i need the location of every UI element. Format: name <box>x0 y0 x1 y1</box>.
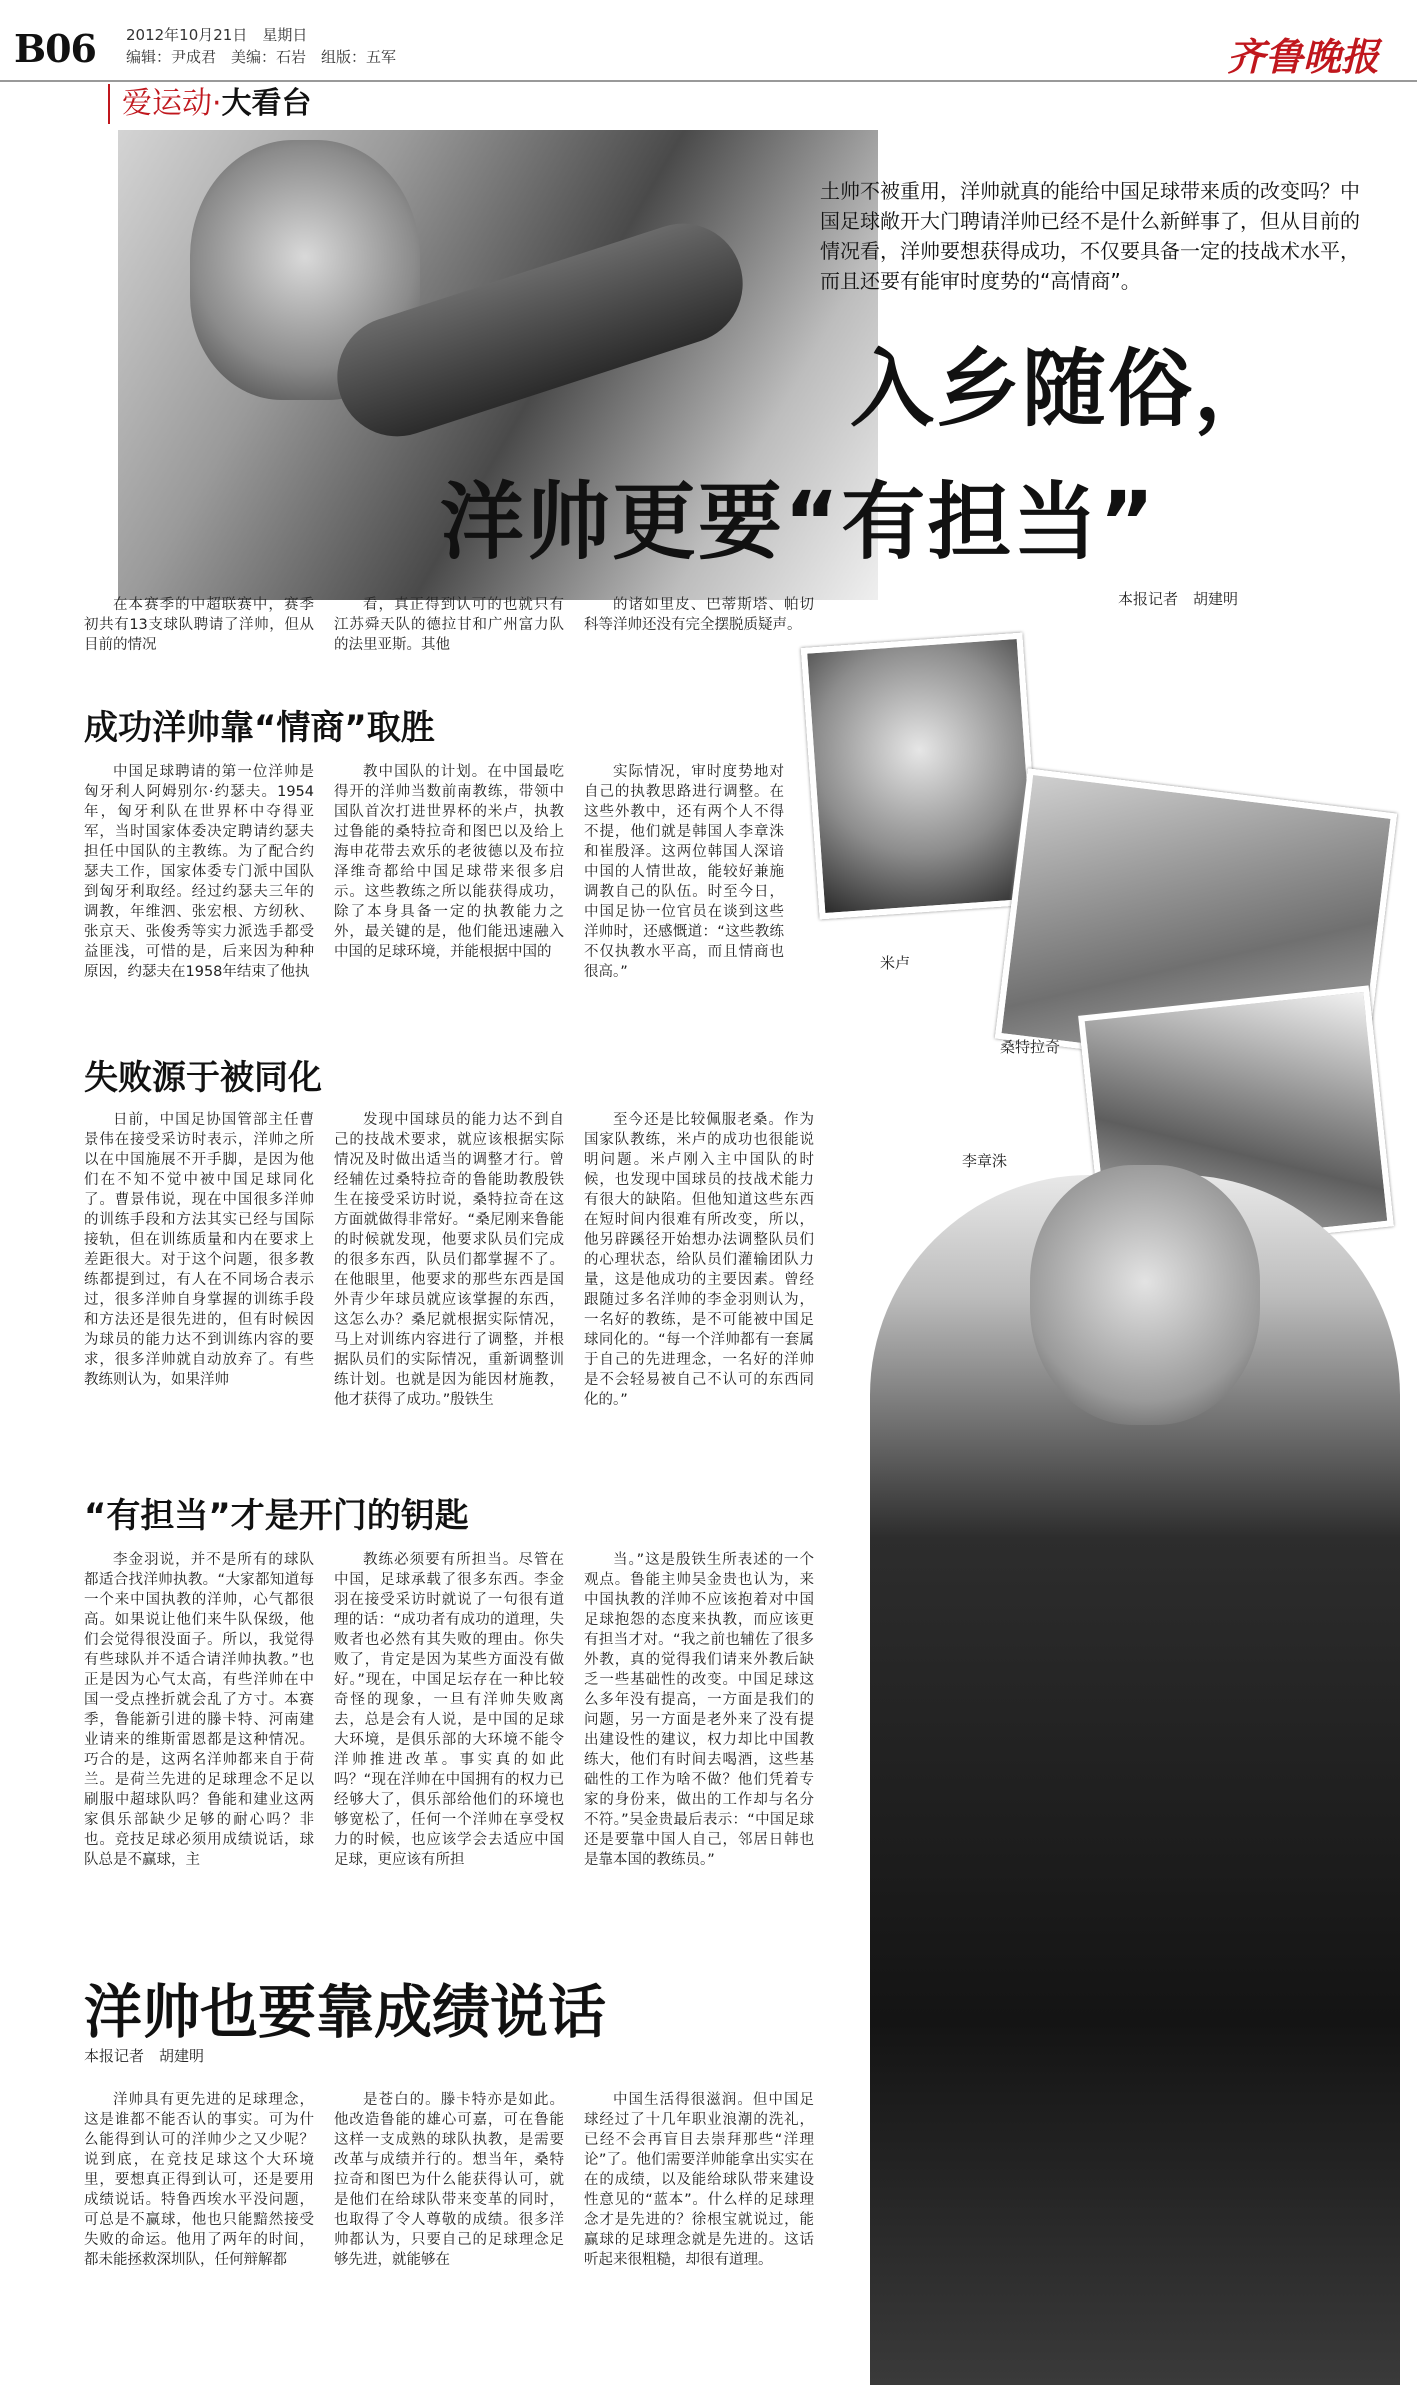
subhead-3: “有担当”才是开门的钥匙 <box>84 1496 469 1536</box>
byline-article-2: 本报记者 胡建明 <box>84 2047 205 2065</box>
subhead-2: 失败源于被同化 <box>84 1058 322 1098</box>
section-label-b: 大看台 <box>221 86 312 121</box>
a2-col-2: 是苍白的。滕卡特亦是如此。他改造鲁能的雄心可嘉，可在鲁能这样一支成熟的球队执教，是需要改革与成绩并行的。想当年，桑特拉奇和图巴为什么能获得认可，就是他们在给球队带来变革的同时，也取得了令人尊敬的成绩。很多洋帅都认为，只要自己的足球理念足够先进，就能够在 <box>334 2092 564 2268</box>
newspaper-masthead: 齐鲁晚报 <box>1226 34 1379 79</box>
header-rule <box>0 80 1417 82</box>
headline-article-2: 洋帅也要靠成绩说话 <box>84 1978 607 2046</box>
sec3-col-2: 教练必须要有所担当。尽管在中国，足球承载了很多东西。李金羽在接受采访时就说了一句很有道理的话：“成功者有成功的道理，失败者也必然有其失败的理由。你失败了，肯定是因为某些方面没有做好。”现在，中国足坛存在一种比较奇怪的现象，一旦有洋帅失败离去，总是会有人说，是中国的足球大环境，是俱乐部的大环境不能令洋帅推进改革。事实真的如此吗？“现在洋帅在中国拥有的权力已经够大了，俱乐部给他们的环境也够宽松了，任何一个洋帅在享受权力的时候，也应该学会去适应中国足球，更应该有所担 <box>334 1552 564 1868</box>
photo-milu <box>801 633 1041 920</box>
byline: 本报记者 胡建明 <box>1118 590 1239 608</box>
caption-milu: 米卢 <box>880 954 911 972</box>
date-line: 2012年10月21日 星期日 <box>126 26 308 44</box>
sec2-col-1: 日前，中国足协国管部主任曹景伟在接受采访时表示，洋帅之所以在中国施展不开手脚，是因为他们在不知不觉中被中国足球同化了。曹景伟说，现在中国很多洋帅的训练手段和方法其实已经与国际接轨，但在训练质量和内在要求上差距很大。对于这个问题，很多教练都提到过，有人在不同场合表示过，很多洋帅自身掌握的训练手段和方法还是很先进的，但有时候因为球员的能力达不到训练内容的要求，很多洋帅就自动放弃了。有些教练则认为，如果洋帅 <box>84 1112 314 1388</box>
sec1-col-3: 实际情况，审时度势地对自己的执教思路进行调整。在这些外教中，还有两个人不得不提，他们就是韩国人李章洙和崔殷泽。这两位韩国人深谙中国的人情世故，能较好兼施调教自己的队伍。时至今日，中国足协一位官员在谈到这些洋帅时，还感慨道：“这些教练不仅执教水平高，而且情商也很高。” <box>584 764 784 980</box>
a2-col-1: 洋帅具有更先进的足球理念，这是谁都不能否认的事实。可为什么能得到认可的洋帅少之又少呢？说到底，在竞技足球这个大环境里，要想真正得到认可，还是要用成绩说话。特鲁西埃水平没问题，可总是不赢球，他也只能黯然接受失败的命运。他用了两年的时间，都未能拯救深圳队，任何辩解都 <box>84 2092 314 2268</box>
sec2-col-2: 发现中国球员的能力达不到自己的技战术要求，就应该根据实际情况及时做出适当的调整才行。曾经辅佐过桑特拉奇的鲁能助教殷铁生在接受采访时说，桑特拉奇在这方面就做得非常好。“桑尼刚来鲁能的时候就发现，他要求队员们完成的很多东西，队员们都掌握不了。在他眼里，他要求的那些东西是国外青少年球员就应该掌握的东西，这怎么办？桑尼就根据实际情况，马上对训练内容进行了调整，并根据队员们的实际情况，重新调整训练计划。也就是因为能因材施教，他才获得了成功。”殷铁生 <box>334 1112 564 1408</box>
sec1-col-2: 教中国队的计划。在中国最吃得开的洋帅当数前南教练，带领中国队首次打进世界杯的米卢，执教过鲁能的桑特拉奇和图巴以及给上海申花带去欢乐的老彼德以及布拉泽维奇都给中国足球带来很多启示。这些教练之所以能获得成功，除了本身具备一定的执教能力之外，最关键的是，他们能迅速融入中国的足球环境，并能根据中国的 <box>334 764 564 960</box>
headline-line-1: 入乡随俗， <box>850 340 1281 438</box>
intro-col-2: 看，真正得到认可的也就只有江苏舜天队的德拉甘和广州富力队的法里亚斯。其他 <box>334 597 564 653</box>
page-number: B06 <box>14 26 96 71</box>
photo-tuba-face <box>1030 1165 1260 1425</box>
caption-sangtelaqi: 桑特拉奇 <box>1000 1038 1061 1056</box>
sec2-col-3: 至今还是比较佩服老桑。作为国家队教练，米卢的成功也很能说明问题。米卢刚入主中国队的时候，也发现中国球员的技战术能力有很大的缺陷。但他知道这些东西在短时间内很难有所改变，所以，他另辟蹊径开始想办法调整队员们的心理状态，给队员们灌输团队力量，这是他成功的主要因素。曾经跟随过多名洋帅的李金羽则认为，一名好的教练，是不可能被中国足球同化的。“每一个洋帅都有一套属于自己的先进理念，一名好的洋帅是不会轻易被自己不认可的东西同化的。” <box>584 1112 814 1408</box>
sec1-col-1: 中国足球聘请的第一位洋帅是匈牙利人阿姆别尔·约瑟夫。1954年，匈牙利队在世界杯中夺得亚军，当时国家体委决定聘请约瑟夫担任中国队的主教练。为了配合约瑟夫工作，国家体委专门派中国队到匈牙利取经。经过约瑟夫三年的调教，年维泗、张宏根、方纫秋、张京天、张俊秀等实力派选手都受益匪浅，可惜的是，后来因为种种原因，约瑟夫在1958年结束了他执 <box>84 764 314 980</box>
sec3-col-1: 李金羽说，并不是所有的球队都适合找洋帅执教。“大家都知道每一个来中国执教的洋帅，心气都很高。如果说让他们来牛队保级，他们会觉得很没面子。所以，我觉得有些球队并不适合请洋帅执教。”也正是因为心气太高，有些洋帅在中国一受点挫折就会乱了方寸。本赛季，鲁能新引进的滕卡特、河南建业请来的维斯雷恩都是这种情况。巧合的是，这两名洋帅都来自于荷兰。是荷兰先进的足球理念不足以刷服中超球队吗？鲁能和建业这两家俱乐部缺少足够的耐心吗？非也。竞技足球必须用成绩说话，球队总是不赢球，主 <box>84 1552 314 1868</box>
intro-col-1: 在本赛季的中超联赛中，赛季初共有13支球队聘请了洋帅，但从目前的情况 <box>84 597 314 653</box>
section-label <box>108 84 312 124</box>
article-dek: 土帅不被重用，洋帅就真的能给中国足球带来质的改变吗？中国足球敞开大门聘请洋帅已经不是什么新鲜事了，但从目前的情况看，洋帅要想获得成功，不仅要具备一定的技战术水平，而且还要有能审时度势的“高情商”。 <box>820 179 1360 293</box>
staff-line: 编辑：尹成君 美编：石岩 组版：五军 <box>126 48 397 66</box>
subhead-1: 成功洋帅靠“情商”取胜 <box>84 708 435 748</box>
sec3-col-3: 当。”这是殷铁生所表述的一个观点。鲁能主帅吴金贵也认为，来中国执教的洋帅不应该抱着对中国足球抱怨的态度来执教，而应该更有担当才对。“我之前也辅佐了很多外教，真的觉得我们请来外教后缺乏一些基础性的改变。中国足球这么多年没有提高，一方面是我们的问题，另一方面是老外来了没有提出建设性的建议，权力却比中国教练大，他们有时间去喝酒，这些基础性的工作为啥不做？他们凭着专家的身份来，做出的工作却与名分不符。”吴金贵最后表示：“中国足球还是要靠中国人自己，邻居日韩也是靠本国的教练员。” <box>584 1552 814 1868</box>
section-label-a: 爱运动· <box>122 86 222 121</box>
caption-lizhangzhu: 李章洙 <box>962 1152 1008 1170</box>
a2-col-3: 中国生活得很滋润。但中国足球经过了十几年职业浪潮的洗礼，已经不会再盲目去崇拜那些“洋理论”了。他们需要洋帅能拿出实实在在的成绩，以及能给球队带来建设性意见的“蓝本”。什么样的足球理念才是先进的？徐根宝就说过，能赢球的足球理念就是先进的。这话听起来很粗糙，却很有道理。 <box>584 2092 814 2268</box>
intro-col-3: 的诸如里皮、巴蒂斯塔、帕切科等洋帅还没有完全摆脱质疑声。 <box>584 597 814 633</box>
headline-line-2: 洋帅更要“有担当” <box>440 473 1157 571</box>
